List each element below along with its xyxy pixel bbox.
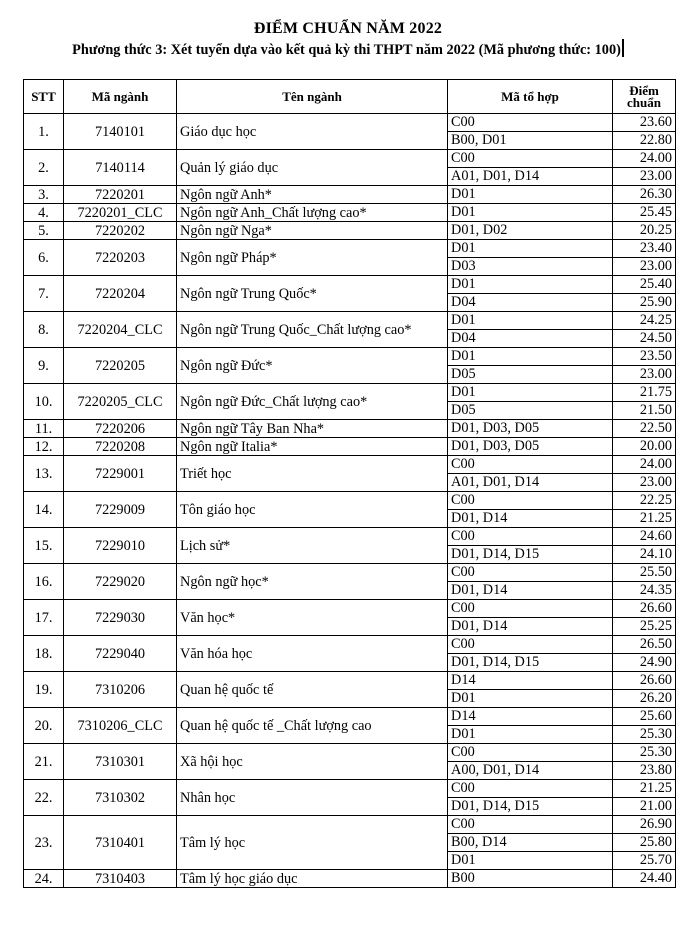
major-name-cell: Nhân học (177, 780, 448, 816)
stt-cell: 16. (24, 564, 64, 600)
major-name-cell: Quan hệ quốc tế (177, 672, 448, 708)
major-name-cell: Tâm lý học giáo dục (177, 870, 448, 888)
major-code-cell: 7310302 (64, 780, 177, 816)
combo-cell: C00 (448, 528, 613, 546)
major-code-cell: 7140101 (64, 114, 177, 150)
major-name-cell: Triết học (177, 456, 448, 492)
stt-cell: 10. (24, 384, 64, 420)
major-code-cell: 7310301 (64, 744, 177, 780)
major-name-cell: Quản lý giáo dục (177, 150, 448, 186)
combo-cell: D01, D14 (448, 582, 613, 600)
combo-cell: D01 (448, 312, 613, 330)
score-cell: 23.00 (613, 168, 676, 186)
combo-cell: C00 (448, 114, 613, 132)
table-row (24, 240, 676, 258)
subtitle-text: Phương thức 3: Xét tuyển dựa vào kết quả kỳ thi THPT năm 2022 (Mã phương thức: 100) (72, 42, 621, 58)
score-cell: 26.60 (613, 600, 676, 618)
combo-cell: D01 (448, 204, 613, 222)
table-row (24, 114, 676, 132)
combo-cell: B00, D01 (448, 132, 613, 150)
combo-cell: C00 (448, 744, 613, 762)
page-subtitle (0, 39, 696, 59)
major-code-cell: 7220205_CLC (64, 384, 177, 420)
stt-cell: 21. (24, 744, 64, 780)
major-code-cell: 7229020 (64, 564, 177, 600)
score-cell: 21.75 (613, 384, 676, 402)
major-code-cell: 7220208 (64, 438, 177, 456)
major-name-cell: Ngôn ngữ Nga* (177, 222, 448, 240)
table-row (24, 636, 676, 654)
header-name: Tên ngành (177, 80, 448, 114)
combo-cell: D14 (448, 708, 613, 726)
table-row (24, 780, 676, 798)
combo-cell: D03 (448, 258, 613, 276)
combo-cell: D14 (448, 672, 613, 690)
table-row (24, 708, 676, 726)
combo-cell: D01 (448, 276, 613, 294)
major-code-cell: 7220204_CLC (64, 312, 177, 348)
stt-cell: 7. (24, 276, 64, 312)
score-cell: 25.30 (613, 744, 676, 762)
table-row (24, 348, 676, 366)
major-name-cell: Ngôn ngữ Tây Ban Nha* (177, 420, 448, 438)
stt-cell: 3. (24, 186, 64, 204)
combo-cell: D04 (448, 294, 613, 312)
major-name-cell: Ngôn ngữ Anh_Chất lượng cao* (177, 204, 448, 222)
major-name-cell: Tôn giáo học (177, 492, 448, 528)
major-code-cell: 7310206 (64, 672, 177, 708)
score-cell: 23.60 (613, 114, 676, 132)
major-name-cell: Giáo dục học (177, 114, 448, 150)
score-cell: 25.45 (613, 204, 676, 222)
major-name-cell: Ngôn ngữ Trung Quốc_Chất lượng cao* (177, 312, 448, 348)
table-row (24, 492, 676, 510)
major-name-cell: Xã hội học (177, 744, 448, 780)
score-cell: 25.80 (613, 834, 676, 852)
major-name-cell: Văn hóa học (177, 636, 448, 672)
stt-cell: 15. (24, 528, 64, 564)
combo-cell: A01, D01, D14 (448, 474, 613, 492)
combo-cell: D01, D14, D15 (448, 798, 613, 816)
stt-cell: 24. (24, 870, 64, 888)
score-cell: 24.00 (613, 456, 676, 474)
score-cell: 23.40 (613, 240, 676, 258)
table-row (24, 816, 676, 834)
score-cell: 21.25 (613, 510, 676, 528)
table-row (24, 744, 676, 762)
score-cell: 25.60 (613, 708, 676, 726)
table-row (24, 438, 676, 456)
combo-cell: B00 (448, 870, 613, 888)
table-row (24, 672, 676, 690)
score-cell: 21.50 (613, 402, 676, 420)
score-cell: 24.40 (613, 870, 676, 888)
major-name-cell: Ngôn ngữ Đức_Chất lượng cao* (177, 384, 448, 420)
major-code-cell: 7229009 (64, 492, 177, 528)
score-cell: 21.25 (613, 780, 676, 798)
stt-cell: 2. (24, 150, 64, 186)
stt-cell: 6. (24, 240, 64, 276)
table-row (24, 150, 676, 168)
major-code-cell: 7220202 (64, 222, 177, 240)
major-code-cell: 7220203 (64, 240, 177, 276)
combo-cell: C00 (448, 816, 613, 834)
header-combo: Mã tổ hợp (448, 80, 613, 114)
stt-cell: 9. (24, 348, 64, 384)
score-cell: 23.00 (613, 366, 676, 384)
combo-cell: A01, D01, D14 (448, 168, 613, 186)
combo-cell: C00 (448, 636, 613, 654)
major-name-cell: Quan hệ quốc tế _Chất lượng cao (177, 708, 448, 744)
header-score-line2: chuẩn (627, 94, 661, 110)
score-cell: 24.35 (613, 582, 676, 600)
combo-cell: B00, D14 (448, 834, 613, 852)
score-cell: 25.25 (613, 618, 676, 636)
major-name-cell: Ngôn ngữ Italia* (177, 438, 448, 456)
score-cell: 24.10 (613, 546, 676, 564)
combo-cell: C00 (448, 492, 613, 510)
table-body (24, 114, 676, 888)
combo-cell: C00 (448, 600, 613, 618)
combo-cell: D01, D14 (448, 510, 613, 528)
score-cell: 20.25 (613, 222, 676, 240)
major-code-cell: 7140114 (64, 150, 177, 186)
combo-cell: D01, D02 (448, 222, 613, 240)
combo-cell: D01, D03, D05 (448, 420, 613, 438)
major-name-cell: Ngôn ngữ học* (177, 564, 448, 600)
score-cell: 21.00 (613, 798, 676, 816)
stt-cell: 13. (24, 456, 64, 492)
stt-cell: 5. (24, 222, 64, 240)
score-cell: 26.20 (613, 690, 676, 708)
major-code-cell: 7220205 (64, 348, 177, 384)
score-cell: 25.50 (613, 564, 676, 582)
score-cell: 26.90 (613, 816, 676, 834)
score-cell: 22.25 (613, 492, 676, 510)
combo-cell: D01 (448, 384, 613, 402)
combo-cell: D01 (448, 240, 613, 258)
major-name-cell: Ngôn ngữ Đức* (177, 348, 448, 384)
table-row (24, 312, 676, 330)
score-cell: 20.00 (613, 438, 676, 456)
table-header-row (24, 80, 676, 114)
table-row (24, 870, 676, 888)
header-score-line1: Điểm (629, 82, 659, 98)
combo-cell: D01 (448, 186, 613, 204)
table-row (24, 186, 676, 204)
stt-cell: 18. (24, 636, 64, 672)
major-name-cell: Lịch sử* (177, 528, 448, 564)
header-code: Mã ngành (64, 80, 177, 114)
score-cell: 25.30 (613, 726, 676, 744)
score-cell: 23.00 (613, 474, 676, 492)
combo-cell: C00 (448, 780, 613, 798)
cutoff-score-table (23, 79, 676, 888)
major-code-cell: 7310403 (64, 870, 177, 888)
score-cell: 24.60 (613, 528, 676, 546)
page-title: ĐIỂM CHUẨN NĂM 2022 (253, 20, 443, 37)
stt-cell: 1. (24, 114, 64, 150)
combo-cell: D01, D14 (448, 618, 613, 636)
score-cell: 26.30 (613, 186, 676, 204)
major-code-cell: 7310401 (64, 816, 177, 870)
stt-cell: 11. (24, 420, 64, 438)
text-cursor (622, 39, 624, 57)
stt-cell: 8. (24, 312, 64, 348)
stt-cell: 14. (24, 492, 64, 528)
table-row (24, 564, 676, 582)
score-cell: 24.00 (613, 150, 676, 168)
header-score (613, 80, 676, 114)
table-row (24, 600, 676, 618)
major-code-cell: 7229001 (64, 456, 177, 492)
major-name-cell: Văn học* (177, 600, 448, 636)
stt-cell: 4. (24, 204, 64, 222)
major-name-cell: Ngôn ngữ Trung Quốc* (177, 276, 448, 312)
table-row (24, 276, 676, 294)
score-cell: 22.80 (613, 132, 676, 150)
table-row (24, 456, 676, 474)
score-cell: 25.40 (613, 276, 676, 294)
major-code-cell: 7220204 (64, 276, 177, 312)
stt-cell: 17. (24, 600, 64, 636)
combo-cell: C00 (448, 564, 613, 582)
table-row (24, 204, 676, 222)
table-row (24, 384, 676, 402)
score-cell: 22.50 (613, 420, 676, 438)
stt-cell: 23. (24, 816, 64, 870)
major-code-cell: 7220201 (64, 186, 177, 204)
stt-cell: 22. (24, 780, 64, 816)
combo-cell: D05 (448, 366, 613, 384)
major-code-cell: 7229030 (64, 600, 177, 636)
header-stt: STT (24, 80, 64, 114)
score-cell: 23.50 (613, 348, 676, 366)
combo-cell: D01 (448, 690, 613, 708)
major-code-cell: 7310206_CLC (64, 708, 177, 744)
combo-cell: D01 (448, 348, 613, 366)
table-row (24, 528, 676, 546)
score-cell: 26.60 (613, 672, 676, 690)
score-cell: 24.90 (613, 654, 676, 672)
combo-cell: D04 (448, 330, 613, 348)
major-code-cell: 7229010 (64, 528, 177, 564)
major-name-cell: Ngôn ngữ Anh* (177, 186, 448, 204)
combo-cell: D01 (448, 852, 613, 870)
stt-cell: 12. (24, 438, 64, 456)
table-row (24, 420, 676, 438)
score-cell: 24.25 (613, 312, 676, 330)
stt-cell: 20. (24, 708, 64, 744)
major-code-cell: 7220201_CLC (64, 204, 177, 222)
combo-cell: C00 (448, 456, 613, 474)
major-code-cell: 7229040 (64, 636, 177, 672)
combo-cell: D01, D14, D15 (448, 546, 613, 564)
major-name-cell: Ngôn ngữ Pháp* (177, 240, 448, 276)
score-cell: 23.80 (613, 762, 676, 780)
score-cell: 25.90 (613, 294, 676, 312)
combo-cell: A00, D01, D14 (448, 762, 613, 780)
major-code-cell: 7220206 (64, 420, 177, 438)
stt-cell: 19. (24, 672, 64, 708)
score-cell: 24.50 (613, 330, 676, 348)
combo-cell: D01 (448, 726, 613, 744)
score-cell: 25.70 (613, 852, 676, 870)
combo-cell: D05 (448, 402, 613, 420)
score-cell: 26.50 (613, 636, 676, 654)
combo-cell: D01, D14, D15 (448, 654, 613, 672)
table-row (24, 222, 676, 240)
major-name-cell: Tâm lý học (177, 816, 448, 870)
combo-cell: C00 (448, 150, 613, 168)
combo-cell: D01, D03, D05 (448, 438, 613, 456)
score-cell: 23.00 (613, 258, 676, 276)
